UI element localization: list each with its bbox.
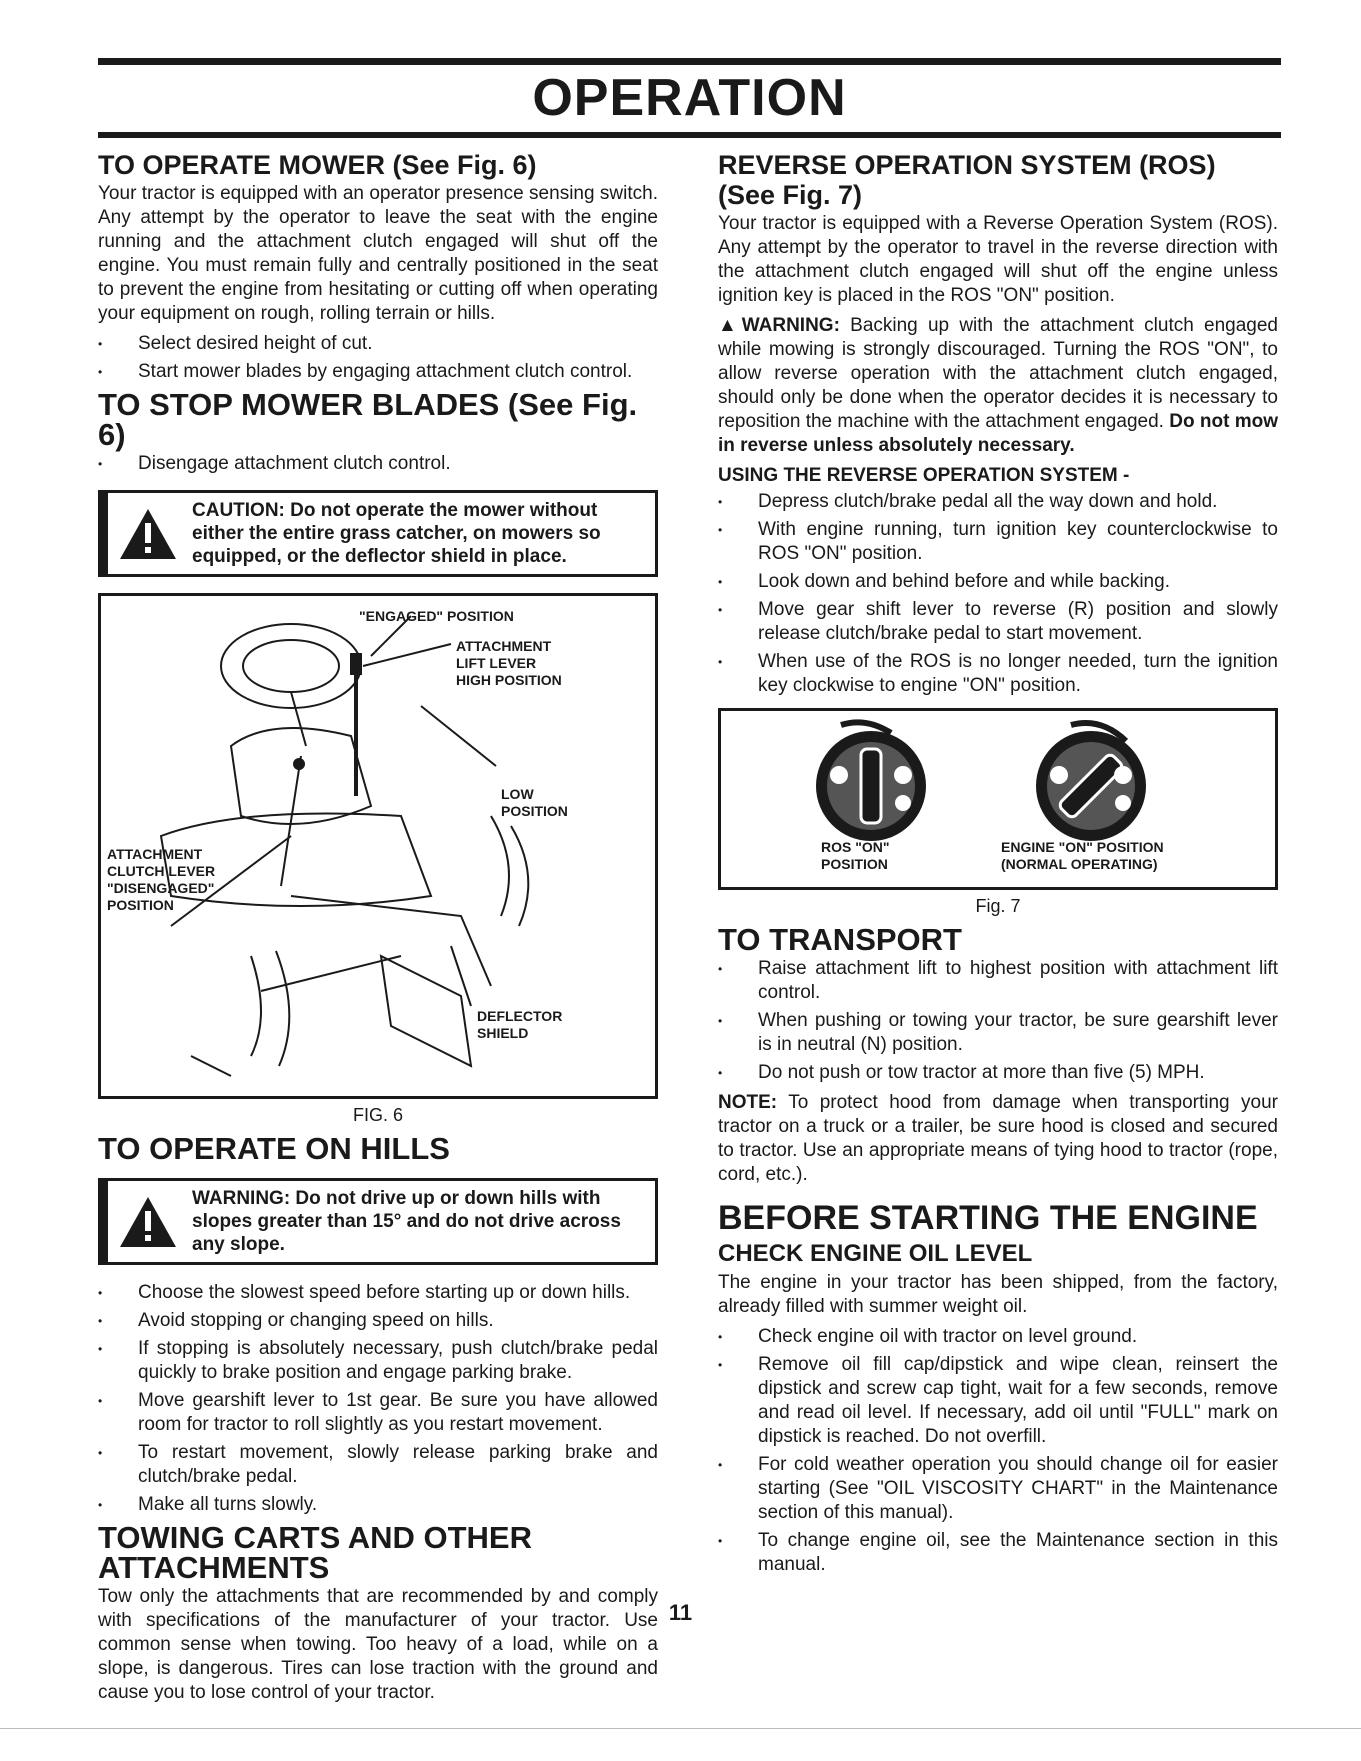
list-item: • Start mower blades by engaging attachment clutch control. bbox=[98, 360, 658, 384]
top-rule bbox=[98, 58, 1281, 65]
warning-icon: ▲ bbox=[718, 315, 742, 336]
transport-note bbox=[718, 1091, 1278, 1187]
right-column bbox=[718, 150, 1278, 1583]
towing-heading: TOWING CARTS AND OTHER ATTACHMENTS bbox=[98, 1520, 532, 1585]
hills-list bbox=[98, 1281, 658, 1517]
ros-warning-body: Backing up with the attachment clutch engaged while mowing is strongly discouraged. Turning the ROS "ON", to allow reverse operation with the attachment clutch engaged, should only be done when the operator decides it is necessary to reposition the machine with the attachment engaged. bbox=[718, 315, 1279, 432]
list-item: • When pushing or towing your tractor, be sure gearshift lever is in neutral (N) position. bbox=[718, 1009, 1278, 1057]
engine-on-key-icon bbox=[1036, 723, 1146, 841]
list-item: • Check engine oil with tractor on level ground. bbox=[718, 1325, 1278, 1349]
list-item: • Remove oil fill cap/dipstick and wipe clean, reinsert the dipstick and screw cap tight, wait for a few seconds, remove and read oil level. If necessary, add oil until "FULL" mark on dipstick is reached. Do not overfill. bbox=[718, 1353, 1278, 1449]
ros-on-key-icon bbox=[816, 722, 926, 841]
list-item: • For cold weather operation you should change oil for easier starting (See "OIL VISCOSITY CHART" in the Maintenance section of this manual). bbox=[718, 1453, 1278, 1525]
hills-heading: TO OPERATE ON HILLS bbox=[98, 1131, 450, 1166]
check-oil-body: The engine in your tractor has been shipped, from the factory, already filled with summer weight oil. bbox=[718, 1272, 1278, 1317]
deflector-shield-label: DEFLECTOR SHIELD bbox=[477, 1008, 563, 1041]
ros-warning-bold: Do not mow in reverse unless absolutely necessary. bbox=[718, 411, 1278, 456]
operate-mower-list bbox=[98, 332, 658, 384]
footer-rule bbox=[0, 1728, 1361, 1729]
list-item: • Disengage attachment clutch control. bbox=[98, 452, 658, 476]
list-item: • Choose the slowest speed before starting up or down hills. bbox=[98, 1281, 658, 1305]
low-position-label: LOW POSITION bbox=[501, 786, 568, 819]
list-item: • Select desired height of cut. bbox=[98, 332, 658, 356]
stop-blades-list bbox=[98, 452, 658, 476]
check-oil-list bbox=[718, 1325, 1278, 1577]
towing-body: Tow only the attachments that are recommended by and comply with specifications of the manufacturer of your tractor. Use common sense when towing. Too heavy of a load, while on a slope, is dangerous. Tires can lose traction with the ground and cause you to lose control of your tractor. bbox=[98, 1586, 658, 1703]
warning-triangle-icon bbox=[118, 507, 178, 561]
list-item: • To change engine oil, see the Maintenance section in this manual. bbox=[718, 1529, 1278, 1577]
note-label: NOTE: bbox=[718, 1092, 778, 1113]
list-item: • With engine running, turn ignition key counterclockwise to ROS "ON" position. bbox=[718, 518, 1278, 566]
list-item: • Do not push or tow tractor at more than five (5) MPH. bbox=[718, 1061, 1278, 1085]
transport-list bbox=[718, 957, 1278, 1085]
attachment-lift-lever-label: ATTACHMENT LIFT LEVER HIGH POSITION bbox=[456, 638, 562, 688]
tractor-illustration bbox=[101, 596, 655, 1090]
list-item: • If stopping is absolutely necessary, push clutch/brake pedal quickly to brake position and engage parking brake. bbox=[98, 1337, 658, 1385]
ros-body: Your tractor is equipped with a Reverse Operation System (ROS). Any attempt by the operator to travel in the reverse direction with the attachment clutch engaged will shut off the engine unless ignition key is placed in the ROS "ON" position. bbox=[718, 213, 1278, 306]
clutch-lever-label: ATTACHMENT CLUTCH LEVER "DISENGAGED" POSITION bbox=[107, 846, 216, 913]
check-oil-heading: CHECK ENGINE OIL LEVEL bbox=[718, 1240, 1033, 1267]
ros-on-label: ROS "ON" POSITION bbox=[821, 839, 890, 872]
list-item: • Move gearshift lever to 1st gear. Be sure you have allowed room for tractor to roll slightly as you restart movement. bbox=[98, 1389, 658, 1437]
list-item: • Raise attachment lift to highest position with attachment lift control. bbox=[718, 957, 1278, 1005]
list-item: • Move gear shift lever to reverse (R) position and slowly release clutch/brake pedal to start movement. bbox=[718, 598, 1278, 646]
list-item: • Look down and behind before and while backing. bbox=[718, 570, 1278, 594]
title-bottom-rule bbox=[98, 132, 1281, 138]
caution-text: CAUTION: Do not operate the mower without either the entire grass catcher, on mowers so equipped, or the deflector shield in place. bbox=[192, 500, 601, 567]
list-item: • Make all turns slowly. bbox=[98, 1493, 658, 1517]
page-number: 11 bbox=[668, 1600, 693, 1625]
left-column bbox=[98, 150, 658, 1711]
list-item: • When use of the ROS is no longer needed, turn the ignition key clockwise to engine "ON" position. bbox=[718, 650, 1278, 698]
stop-blades-heading: TO STOP MOWER BLADES (See Fig. 6) bbox=[98, 387, 638, 452]
hills-warning-box bbox=[98, 1178, 658, 1265]
figure-6-caption: FIG. 6 bbox=[352, 1105, 403, 1125]
ros-warning-label: WARNING: bbox=[741, 315, 840, 336]
note-body: To protect hood from damage when transporting your tractor on a truck or a trailer, be sure hood is closed and secured to tractor. Use an appropriate means of tying hood to tractor (rope, cord, etc.). bbox=[718, 1092, 1278, 1185]
caution-box bbox=[98, 490, 658, 577]
ros-warning-paragraph bbox=[718, 314, 1278, 458]
figure-6 bbox=[98, 593, 658, 1099]
list-item: • Avoid stopping or changing speed on hills. bbox=[98, 1309, 658, 1333]
engine-on-label: ENGINE "ON" POSITION (NORMAL OPERATING) bbox=[1001, 839, 1164, 872]
list-item: • To restart movement, slowly release parking brake and clutch/brake pedal. bbox=[98, 1441, 658, 1489]
engaged-position-label: "ENGAGED" POSITION bbox=[359, 608, 514, 624]
transport-heading: TO TRANSPORT bbox=[718, 922, 962, 957]
using-ros-list bbox=[718, 490, 1278, 698]
page-title: OPERATION bbox=[532, 69, 847, 127]
ignition-key-illustration bbox=[721, 711, 1275, 881]
operate-mower-heading: TO OPERATE MOWER (See Fig. 6) bbox=[98, 150, 537, 180]
before-start-heading: BEFORE STARTING THE ENGINE bbox=[718, 1199, 1258, 1237]
ros-heading: REVERSE OPERATION SYSTEM (ROS) (See Fig. 7) bbox=[718, 150, 1216, 210]
hills-warning-text: WARNING: Do not drive up or down hills with slopes greater than 15° and do not drive across any slope. bbox=[192, 1188, 621, 1255]
warning-triangle-icon bbox=[118, 1195, 178, 1249]
operate-mower-body: Your tractor is equipped with an operator presence sensing switch. Any attempt by the operator to leave the seat with the engine running and the attachment clutch engaged will shut off the engine. You must remain fully and centrally positioned in the seat to prevent the engine from hesitating or cutting off when operating your equipment on rough, rolling terrain or hills. bbox=[98, 183, 658, 324]
list-item: • Depress clutch/brake pedal all the way down and hold. bbox=[718, 490, 1278, 514]
figure-7-caption: Fig. 7 bbox=[975, 896, 1021, 916]
using-ros-heading: USING THE REVERSE OPERATION SYSTEM - bbox=[718, 465, 1130, 486]
figure-7 bbox=[718, 708, 1278, 890]
